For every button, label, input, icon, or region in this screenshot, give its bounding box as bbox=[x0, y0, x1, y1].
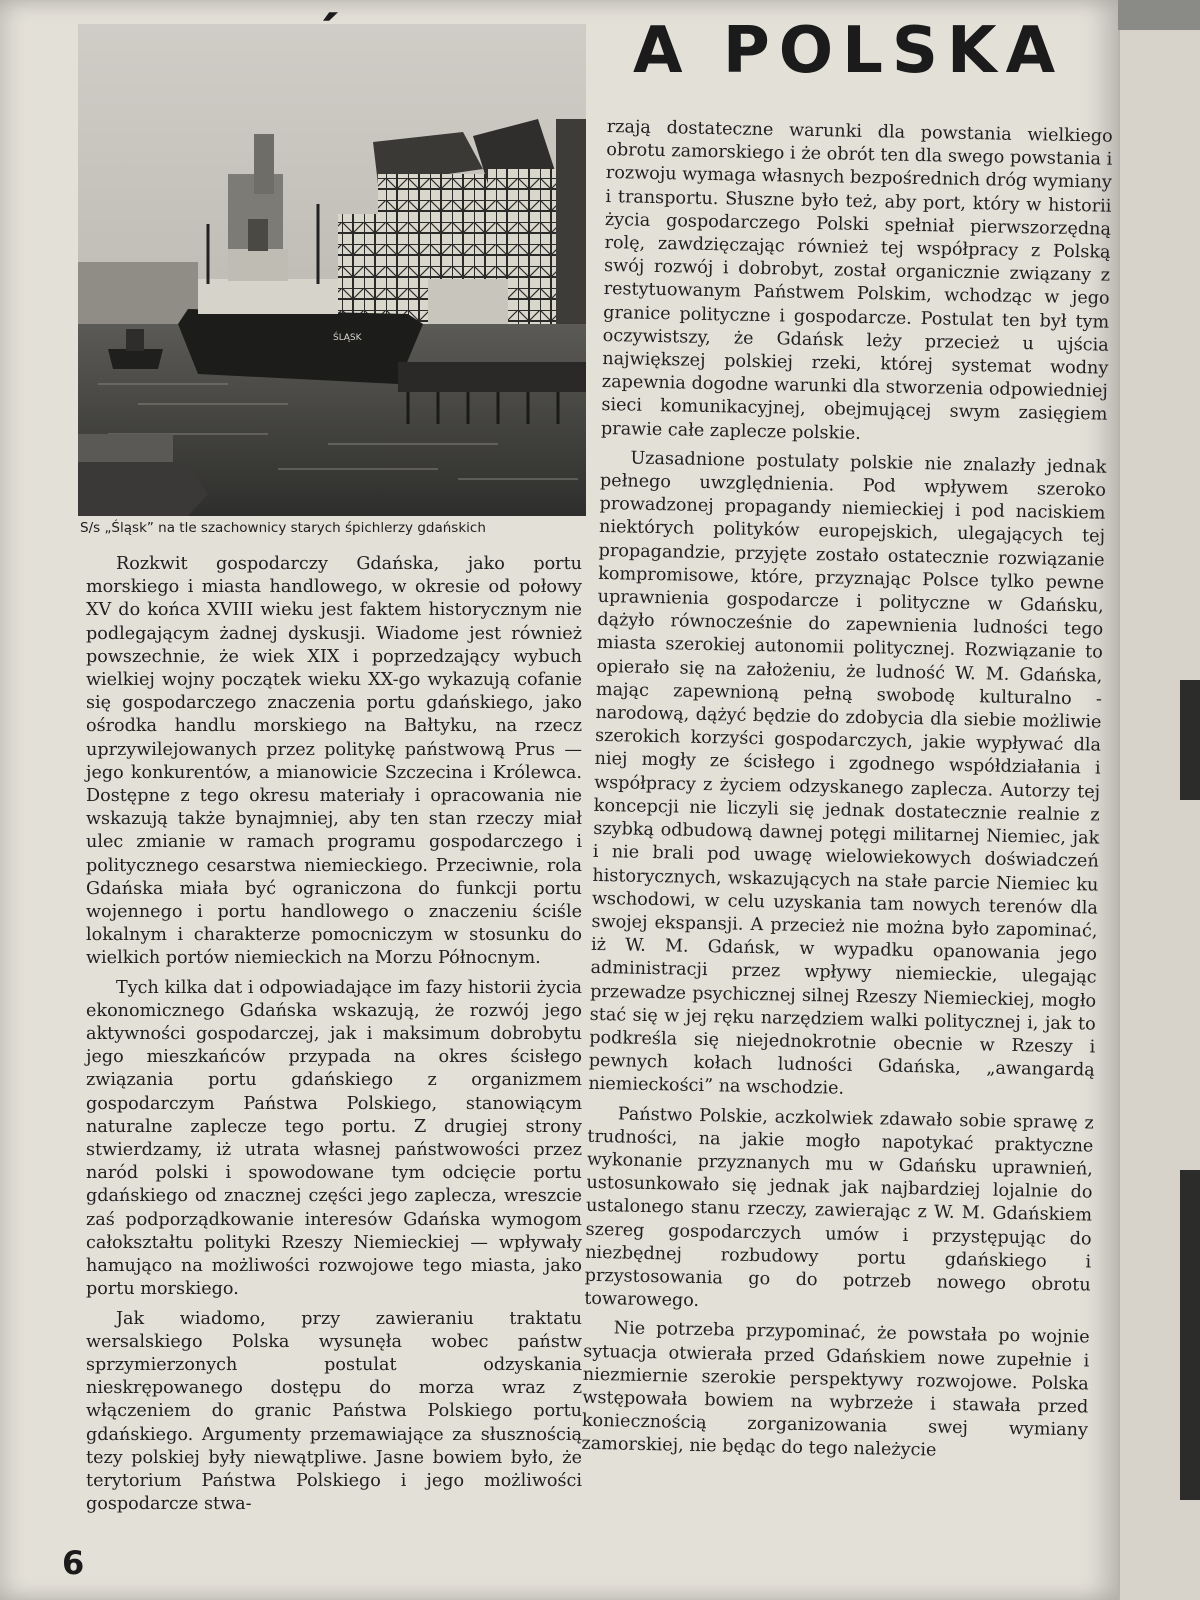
harbor-photo-illustration bbox=[78, 24, 586, 516]
background-edge bbox=[1118, 0, 1200, 30]
paragraph: Rozkwit gospodarczy Gdańska, jako portu morskiego i miasta handlowego, w okresie od połowy XV do końca XVIII wieku jest faktem historycznym nie podlegającym żadnej dyskusji. Wiadome jest również powszechnie, że wiek XIX i poprzedzający wybuch wielkiej wojny początek wieku XX-go wykazują cofanie się gospodarczego znaczenia portu gdańskiego, jako ośrodka handlu morskiego na Bałtyku, na rzecz uprzywilejowanych przez politykę państwową Prus — jego konkurentów, a mianowicie Szczecina i Królewca. Dostępne z tego okresu materiały i opracowania nie wskazują także bynajmniej, aby ten stan rzeczy miał ulec zmianie w ramach programu gospodarczego i politycznego cesarstwa niemieckiego. Przeciwnie, rola Gdańska miała być ograniczona do funkcji portu wojennego i portu handlowego o znaczeniu ściśle lokalnym i charakterze pomocniczym w stosunku do wielkich portów niemieckich na Morzu Północnym. bbox=[86, 554, 582, 969]
paragraph: Jak wiadomo, przy zawieraniu traktatu wersalskiego Polska wysunęła wobec państw sprzymierzonych postulat odzyskania nieskrępowanego dostępu do morza wraz z włączeniem do granic Państwa Polskiego portu gdańskiego. Argumenty przemawiające za słusznością tezy polskiej były niewątpliwe. Jasne bowiem było, że terytorium Państwa Polskiego i jego możliwości gospodarcze stwa- bbox=[86, 1308, 582, 1515]
adjacent-page-edge bbox=[1118, 30, 1200, 1600]
title-right-word: A POLSKA bbox=[633, 14, 1065, 88]
paragraph: Państwo Polskie, aczkolwiek zdawało sobie sprawę z trudności, na jakie mogło napotykać praktyczne wykonanie przyznanych mu w Gdańsku uprawnień, ustosunkowało się jednak jak najbardziej lojalnie do ustalonego stanu rzeczy, zawierając z W. M. Gdańskiem szereg gospodarczych umów i przystępując do niezbędnej rozbudowy portu gdańskiego i przystosowania go do potrzeb nowego obrotu towarowego. bbox=[584, 1103, 1094, 1312]
page-number: 6 bbox=[62, 1544, 85, 1582]
right-text-column bbox=[581, 116, 1113, 1472]
paragraph: rzają dostateczne warunki dla powstania wielkiego obrotu zamorskiego i że obrót ten dla swego powstania i rozwoju wymaga własnych bezpośrednich dróg wymiany i transportu. Słuszne było też, aby port, który w historii życia gospodarczego Polski spełniał pierwszorzędną rolę, zawdzięczając również tej współpracy z Polską swój rozwój i dobrobyt, został organicznie związany z restytuowanym Państwem Polskim, wchodząc w jego granice polityczne i gospodarcze. Postulat ten był tym oczywistszy, że Gdańsk leży przecież u ujścia największej polskiej rzeki, której systemat wodny zapewnia dogodne warunki dla stworzenia odpowiedniej sieci komunikacyjnej, obejmującej swym zasięgiem prawie całe zaplecze polskie. bbox=[600, 116, 1113, 444]
harbor-photo bbox=[78, 24, 586, 516]
paragraph: Tych kilka dat i odpowiadające im fazy historii życia ekonomicznego Gdańska wskazują, że rozwój jego aktywności gospodarczej, jak i maksimum dobrobytu jego mieszkańców przypada na okres ścisłego związania portu gdańskiego z organizmem gospodarczym Państwa Polskiego, stanowiącym naturalne zaplecze tego portu. Z drugiej strony stwierdzamy, iż utrata własnej państwowości przez naród polski i spowodowane tym odcięcie portu gdańskiego od znacznej części jego zaplecza, wreszcie zaś podporządkowanie interesów Gdańska wymogom całokształtu polityki Rzeszy Niemieckiej — wpływały hamująco na możliwości rozwojowe tego miasta, jako portu morskiego. bbox=[86, 977, 582, 1300]
ship-name-label: ŚLĄSK bbox=[333, 333, 362, 343]
paragraph: Uzasadnione postulaty polskie nie znalazły jednak pełnego uwzględnienia. Pod wpływem szeroko prowadzonej propagandy niemieckiej i pod naciskiem niektórych polityków europejskich, ulegających tej propagandzie, przyjęte zostało ostatecznie rozwiązanie kompromisowe, które, przyznając Polsce tylko pewne uprawnienia gospodarcze i polityczne w Gdańsku, dążyło równocześnie do zapewnienia ludności tego miasta szerokiej autonomii politycznej. Rozwiązanie to opierało się na założeniu, że ludność W. M. Gdańska, mając zapewnioną pełną swobodę kulturalno - narodową, dążyć będzie do zdobycia dla siebie możliwie szerokich korzyści gospodarczych, jakie wypływać dla niej mogły ze ścisłego i zgodnego współdziałania i współpracy z życiem odzyskanego zaplecza. Autorzy tej koncepcji nie liczyli się jednak dostatecznie realnie z szybką odbudową dawnej potęgi militarnej Niemiec, jak i nie brali pod uwagę wielowiekowych doświadczeń historycznych, wskazujących na stałe parcie Niemiec ku wschodowi, w celu uzyskania tam nowych terenów dla swojej ekspansji. A przecież nie można było zapominać, iż W. M. Gdańsk, w wypadku opanowania jego administracji przez wpływy niemieckie, ulegając przewadze psychicznej silnej Rzeszy Niemieckiej, mogło stać się w jej ręku narzędziem walki politycznej i, jak to podkreśla się niejednokrotnie obecnie w Rzeszy i pewnych kołach ludności Gdańska, „awangardą niemieckości” na wschodzie. bbox=[588, 448, 1107, 1100]
photo-caption: S/s „Śląsk” na tle szachownicy starych śpichlerzy gdańskich bbox=[80, 520, 486, 536]
paragraph: Nie potrzeba przypominać, że powstała po wojnie sytuacja otwierała przed Gdańskiem nowe zupełnie i niezmiernie szerokie perspektywy rozwojowe. Polska wstępowała bowiem na wybrzeże i stawała przed koniecznością zorganizowania swej wymiany zamorskiej, nie będąc do tego należycie bbox=[581, 1318, 1090, 1461]
left-text-column bbox=[86, 553, 582, 1522]
